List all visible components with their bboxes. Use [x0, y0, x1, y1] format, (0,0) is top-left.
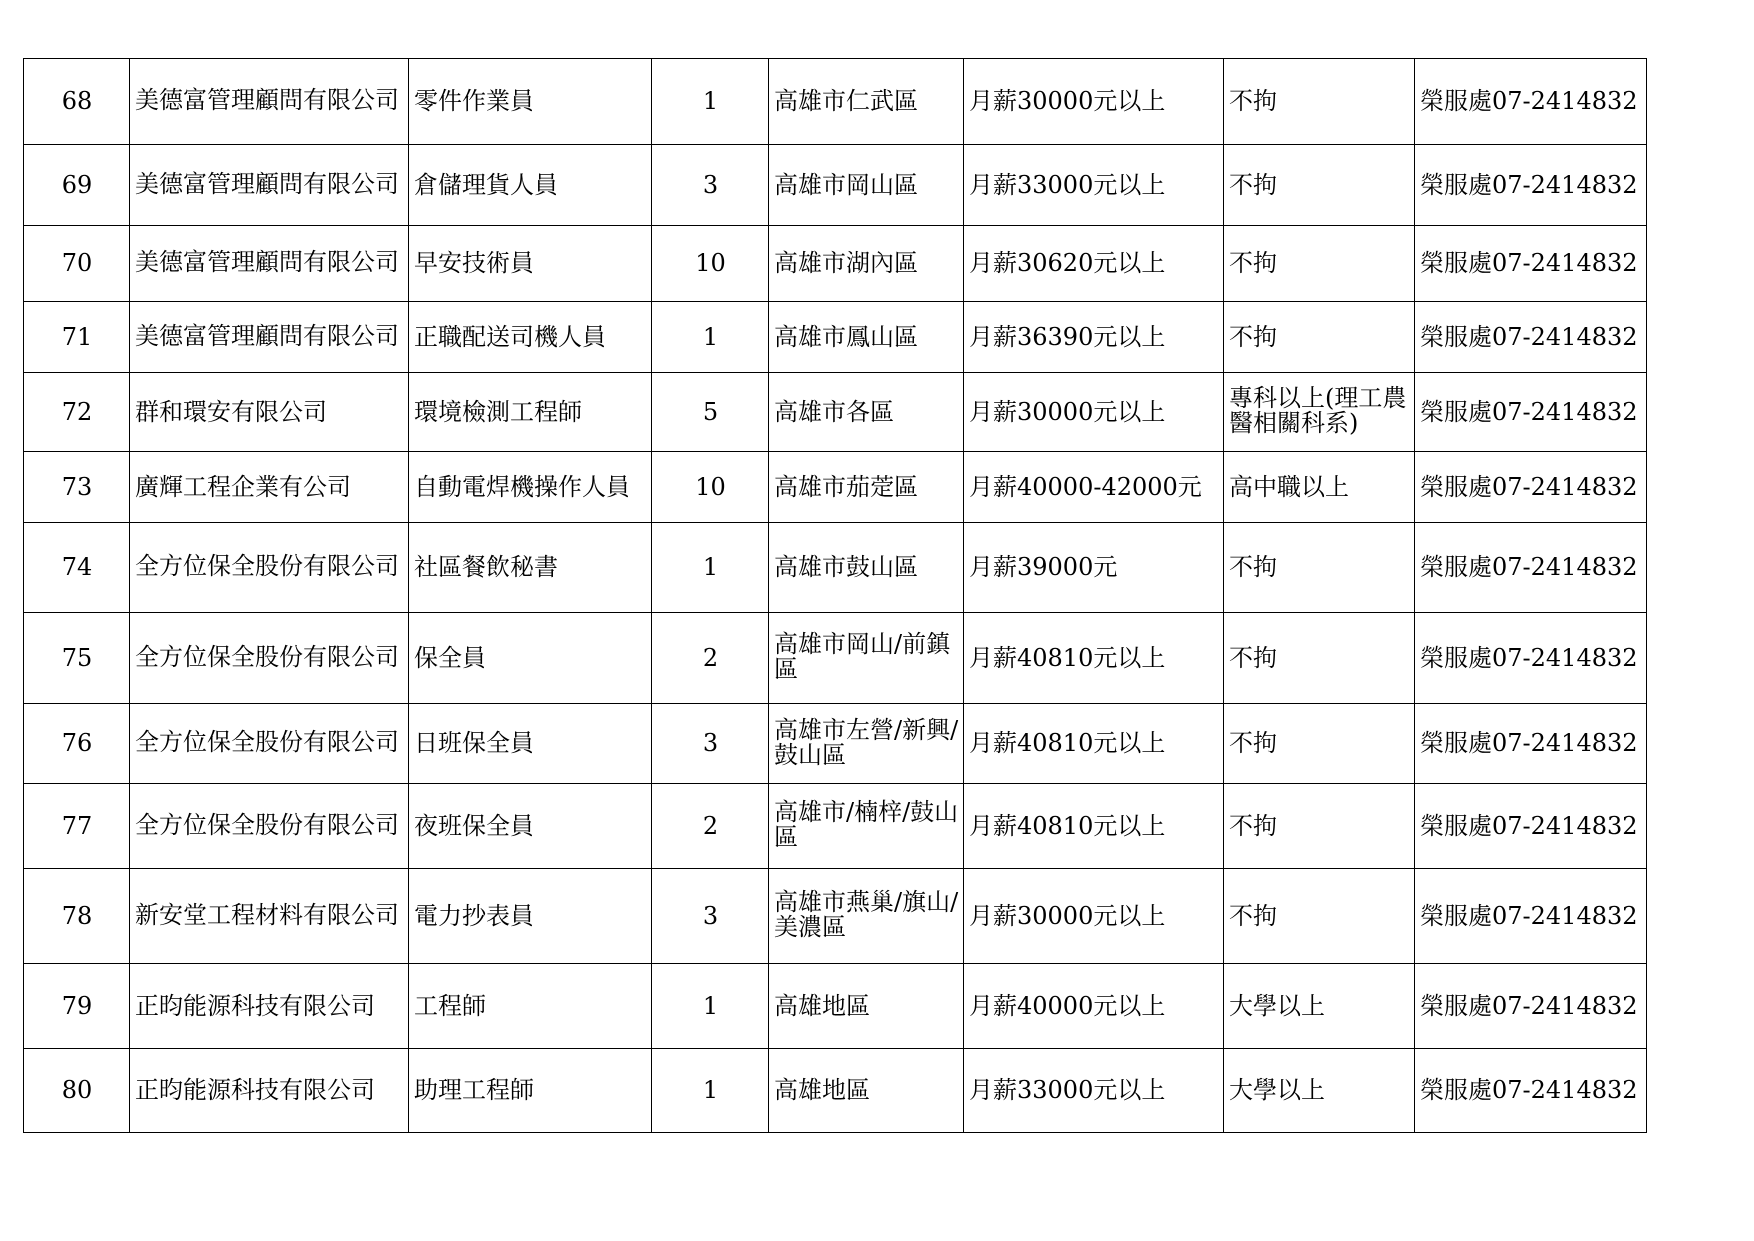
contact: 榮服處07-2414832 — [1415, 784, 1647, 869]
contact: 榮服處07-2414832 — [1415, 302, 1647, 373]
job-listing-table — [23, 58, 1647, 1133]
company-name: 正昀能源科技有限公司 — [130, 1049, 409, 1133]
row-number: 74 — [24, 523, 130, 613]
salary: 月薪39000元 — [964, 523, 1224, 613]
contact: 榮服處07-2414832 — [1415, 1049, 1647, 1133]
job-title: 夜班保全員 — [409, 784, 652, 869]
work-location: 高雄市鳳山區 — [769, 302, 964, 373]
education-requirement: 不拘 — [1224, 145, 1415, 226]
job-title: 助理工程師 — [409, 1049, 652, 1133]
row-number: 79 — [24, 964, 130, 1049]
contact: 榮服處07-2414832 — [1415, 869, 1647, 964]
row-number: 70 — [24, 226, 130, 302]
headcount: 3 — [652, 869, 769, 964]
row-number: 78 — [24, 869, 130, 964]
job-title: 電力抄表員 — [409, 869, 652, 964]
company-name: 美德富管理顧問有限公司 — [130, 59, 409, 145]
company-name: 廣輝工程企業有公司 — [130, 452, 409, 523]
company-name: 美德富管理顧問有限公司 — [130, 226, 409, 302]
row-number: 72 — [24, 373, 130, 452]
company-name: 全方位保全股份有限公司 — [130, 613, 409, 704]
job-title: 自動電焊機操作人員 — [409, 452, 652, 523]
headcount: 1 — [652, 523, 769, 613]
contact: 榮服處07-2414832 — [1415, 373, 1647, 452]
education-requirement: 不拘 — [1224, 523, 1415, 613]
table-row — [24, 373, 1647, 452]
table-row — [24, 523, 1647, 613]
job-title: 保全員 — [409, 613, 652, 704]
table-row — [24, 226, 1647, 302]
job-title: 社區餐飲秘書 — [409, 523, 652, 613]
job-title: 日班保全員 — [409, 704, 652, 784]
work-location: 高雄市燕巢/旗山/美濃區 — [769, 869, 964, 964]
education-requirement: 不拘 — [1224, 226, 1415, 302]
work-location: 高雄市湖內區 — [769, 226, 964, 302]
job-title: 工程師 — [409, 964, 652, 1049]
table-row — [24, 784, 1647, 869]
table-row — [24, 452, 1647, 523]
salary: 月薪40000-42000元 — [964, 452, 1224, 523]
salary: 月薪30000元以上 — [964, 869, 1224, 964]
contact: 榮服處07-2414832 — [1415, 704, 1647, 784]
work-location: 高雄市各區 — [769, 373, 964, 452]
salary: 月薪33000元以上 — [964, 1049, 1224, 1133]
work-location: 高雄市左營/新興/鼓山區 — [769, 704, 964, 784]
work-location: 高雄地區 — [769, 964, 964, 1049]
contact: 榮服處07-2414832 — [1415, 226, 1647, 302]
company-name: 全方位保全股份有限公司 — [130, 784, 409, 869]
salary: 月薪40810元以上 — [964, 784, 1224, 869]
table-row — [24, 59, 1647, 145]
company-name: 全方位保全股份有限公司 — [130, 704, 409, 784]
headcount: 1 — [652, 59, 769, 145]
row-number: 80 — [24, 1049, 130, 1133]
education-requirement: 不拘 — [1224, 302, 1415, 373]
job-title: 零件作業員 — [409, 59, 652, 145]
work-location: 高雄市岡山/前鎮區 — [769, 613, 964, 704]
education-requirement: 專科以上(理工農醫相關科系) — [1224, 373, 1415, 452]
headcount: 2 — [652, 613, 769, 704]
headcount: 2 — [652, 784, 769, 869]
company-name: 新安堂工程材料有限公司 — [130, 869, 409, 964]
table-row — [24, 869, 1647, 964]
job-title: 環境檢測工程師 — [409, 373, 652, 452]
company-name: 美德富管理顧問有限公司 — [130, 145, 409, 226]
salary: 月薪40810元以上 — [964, 704, 1224, 784]
headcount: 1 — [652, 1049, 769, 1133]
table-row — [24, 145, 1647, 226]
salary: 月薪30620元以上 — [964, 226, 1224, 302]
headcount: 10 — [652, 452, 769, 523]
company-name: 群和環安有限公司 — [130, 373, 409, 452]
table-row — [24, 964, 1647, 1049]
row-number: 76 — [24, 704, 130, 784]
headcount: 5 — [652, 373, 769, 452]
contact: 榮服處07-2414832 — [1415, 452, 1647, 523]
contact: 榮服處07-2414832 — [1415, 613, 1647, 704]
education-requirement: 大學以上 — [1224, 964, 1415, 1049]
work-location: 高雄市仁武區 — [769, 59, 964, 145]
headcount: 1 — [652, 302, 769, 373]
education-requirement: 高中職以上 — [1224, 452, 1415, 523]
row-number: 73 — [24, 452, 130, 523]
table-row — [24, 613, 1647, 704]
headcount: 3 — [652, 704, 769, 784]
job-title: 早安技術員 — [409, 226, 652, 302]
education-requirement: 大學以上 — [1224, 1049, 1415, 1133]
salary: 月薪33000元以上 — [964, 145, 1224, 226]
row-number: 77 — [24, 784, 130, 869]
headcount: 1 — [652, 964, 769, 1049]
contact: 榮服處07-2414832 — [1415, 523, 1647, 613]
row-number: 69 — [24, 145, 130, 226]
job-title: 倉儲理貨人員 — [409, 145, 652, 226]
table-row — [24, 704, 1647, 784]
education-requirement: 不拘 — [1224, 704, 1415, 784]
company-name: 正昀能源科技有限公司 — [130, 964, 409, 1049]
work-location: 高雄市/楠梓/鼓山區 — [769, 784, 964, 869]
salary: 月薪30000元以上 — [964, 59, 1224, 145]
work-location: 高雄市岡山區 — [769, 145, 964, 226]
education-requirement: 不拘 — [1224, 784, 1415, 869]
salary: 月薪40810元以上 — [964, 613, 1224, 704]
salary: 月薪30000元以上 — [964, 373, 1224, 452]
company-name: 美德富管理顧問有限公司 — [130, 302, 409, 373]
work-location: 高雄地區 — [769, 1049, 964, 1133]
work-location: 高雄市鼓山區 — [769, 523, 964, 613]
table-row — [24, 1049, 1647, 1133]
row-number: 68 — [24, 59, 130, 145]
work-location: 高雄市茄萣區 — [769, 452, 964, 523]
headcount: 3 — [652, 145, 769, 226]
salary: 月薪36390元以上 — [964, 302, 1224, 373]
job-title: 正職配送司機人員 — [409, 302, 652, 373]
row-number: 71 — [24, 302, 130, 373]
table-row — [24, 302, 1647, 373]
contact: 榮服處07-2414832 — [1415, 145, 1647, 226]
contact: 榮服處07-2414832 — [1415, 964, 1647, 1049]
salary: 月薪40000元以上 — [964, 964, 1224, 1049]
education-requirement: 不拘 — [1224, 613, 1415, 704]
education-requirement: 不拘 — [1224, 59, 1415, 145]
row-number: 75 — [24, 613, 130, 704]
company-name: 全方位保全股份有限公司 — [130, 523, 409, 613]
contact: 榮服處07-2414832 — [1415, 59, 1647, 145]
headcount: 10 — [652, 226, 769, 302]
education-requirement: 不拘 — [1224, 869, 1415, 964]
